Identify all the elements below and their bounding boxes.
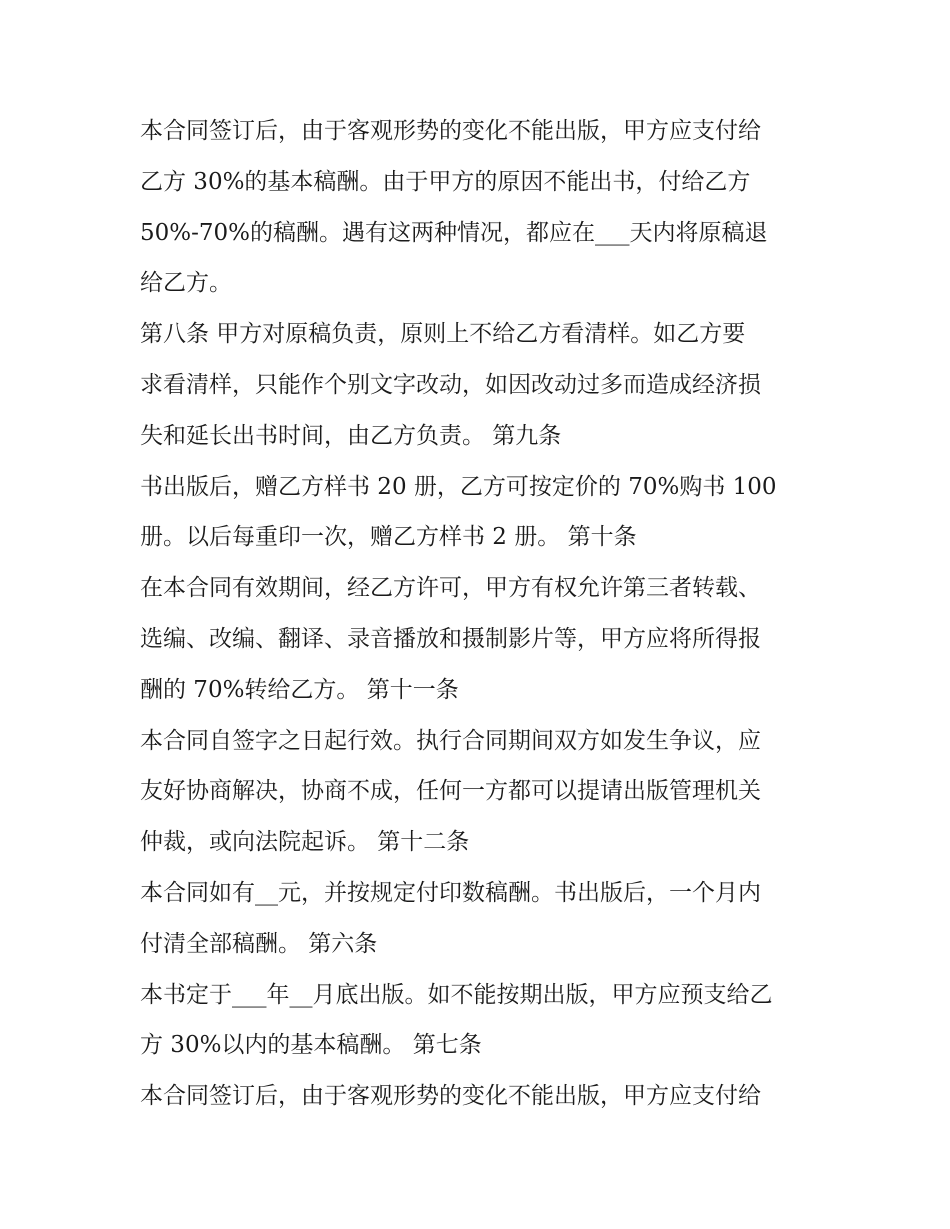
text-line: 本合同如有__元，并按规定付印数稿酬。书出版后，一个月内 (140, 879, 761, 906)
text-line: 书出版后，赠乙方样书 20 册，乙方可按定价的 70%购书 100 (140, 473, 777, 500)
text-line: 方 30%以内的基本稿酬。 第七条 (140, 1032, 482, 1059)
text-line: 仲裁，或向法院起诉。 第十二条 (140, 829, 470, 856)
text-line: 选编、改编、翻译、录音播放和摄制影片等，甲方应将所得报 (140, 625, 761, 652)
text-line: 本书定于___年__月底出版。如不能按期出版，甲方应预支给乙 (140, 981, 773, 1008)
text-line: 本合同签订后，由于客观形势的变化不能出版，甲方应支付给 (140, 118, 761, 144)
text-line: 在本合同有效期间，经乙方许可，甲方有权允许第三者转载、 (140, 575, 761, 602)
text-line: 付清全部稿酬。 第六条 (140, 930, 378, 957)
text-line: 本合同签订后，由于客观形势的变化不能出版，甲方应支付给 (140, 1083, 761, 1110)
text-line: 求看清样，只能作个别文字改动，如因改动过多而造成经济损 (140, 371, 761, 398)
text-line: 乙方 30%的基本稿酬。由于甲方的原因不能出书，付给乙方 (140, 168, 751, 195)
text-line: 册。以后每重印一次，赠乙方样书 2 册。 第十条 (140, 524, 637, 551)
text-line: 酬的 70%转给乙方。 第十一条 (140, 676, 459, 703)
contract-text (140, 106, 820, 1122)
text-line: 50%-70%的稿酬。遇有这两种情况，都应在___天内将原稿退 (140, 219, 768, 246)
text-line: 失和延长出书时间，由乙方负责。 第九条 (140, 422, 562, 449)
text-line: 友好协商解决，协商不成，任何一方都可以提请出版管理机关 (140, 778, 761, 805)
text-line: 本合同自签字之日起行效。执行合同期间双方如发生争议，应 (140, 727, 761, 754)
text-line: 给乙方。 (140, 270, 232, 297)
text-line: 第八条 甲方对原稿负责，原则上不给乙方看清样。如乙方要 (140, 321, 746, 348)
